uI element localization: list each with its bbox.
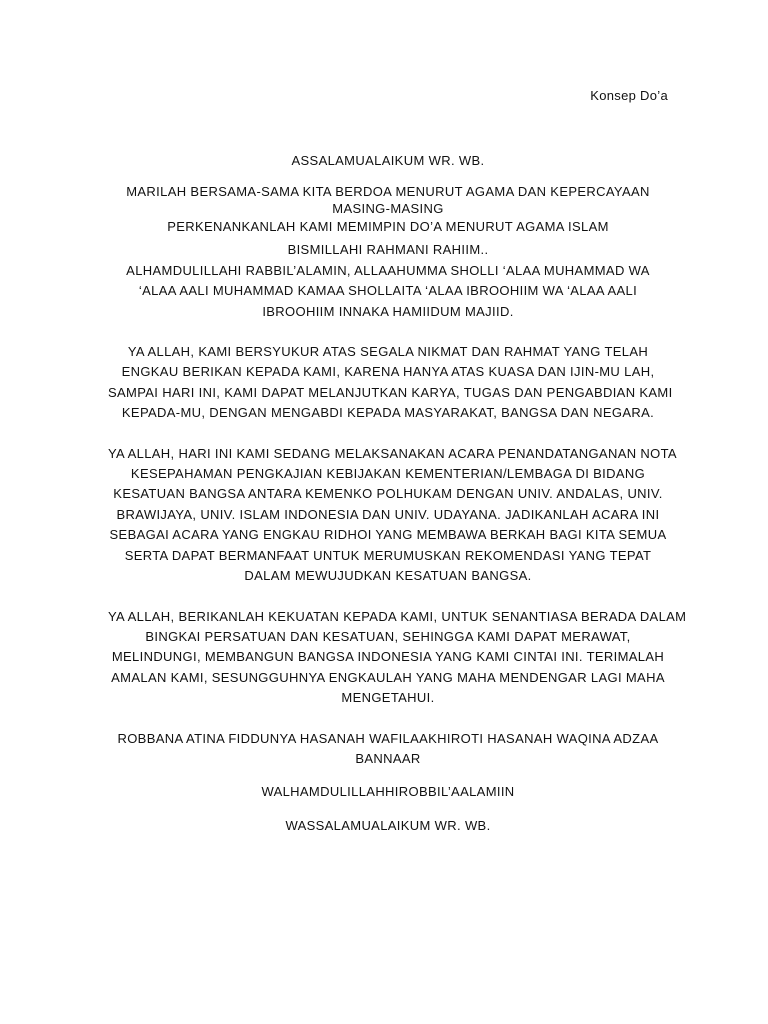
event-line: SEBAGAI ACARA YANG ENGKAU RIDHOI YANG MEMBAWA BERKAH BAGI KITA SEMUA [109, 527, 667, 543]
strength-line: MENGETAHUI. [341, 690, 435, 706]
document-body [108, 151, 687, 836]
invitation-paragraph [108, 183, 668, 236]
opening-line: ‘ALAA AALI MUHAMMAD KAMAA SHOLLAITA ‘ALAA IBROOHIIM WA ‘ALAA AALI [138, 283, 638, 299]
closing-prayer-line: ROBBANA ATINA FIDDUNYA HASANAH WAFILAAKHIROTI HASANAH WAQINA ADZAA [117, 730, 659, 746]
strength-line: MELINDUNGI, MEMBANGUN BANGSA INDONESIA YANG KAMI CINTAI INI. TERIMALAH [111, 649, 665, 665]
gratitude-line: SAMPAI HARI INI, KAMI DAPAT MELANJUTKAN KARYA, TUGAS DAN PENGABDIAN KAMI [108, 384, 673, 400]
invitation-line: MARILAH BERSAMA-SAMA KITA BERDOA MENURUT AGAMA DAN KEPERCAYAAN [126, 184, 650, 200]
document-header-note: Konsep Do’a [590, 88, 668, 103]
gratitude-line: KEPADA-MU, DENGAN MENGABDI KEPADA MASYARAKAT, BANGSA DAN NEGARA. [121, 405, 655, 421]
invitation-line: MASING-MASING [332, 201, 444, 217]
gratitude-line: YA ALLAH, KAMI BERSYUKUR ATAS SEGALA NIKMAT DAN RAHMAT YANG TELAH [127, 344, 649, 360]
strength-paragraph [108, 607, 687, 709]
closing-prayer-line: BANNAAR [355, 750, 421, 766]
invitation-line: PERKENANKANLAH KAMI MEMIMPIN DO’A MENURUT AGAMA ISLAM [167, 219, 609, 235]
opening-paragraph [108, 240, 668, 322]
strength-line: BINGKAI PERSATUAN DAN KESATUAN, SEHINGGA KAMI DAPAT MERAWAT, [145, 628, 631, 644]
opening-line: IBROOHIIM INNAKA HAMIIDUM MAJIID. [262, 303, 514, 319]
closing-prayer-paragraph [108, 729, 668, 770]
event-line: KESEPAHAMAN PENGKAJIAN KEBIJAKAN KEMENTERIAN/LEMBAGA DI BIDANG [130, 466, 646, 482]
hamdalah-line: WALHAMDULILLAHHIROBBIL’AALAMIIN [261, 784, 515, 800]
strength-line: YA ALLAH, BERIKANLAH KEKUATAN KEPADA KAMI, UNTUK SENANTIASA BERADA DALAM [108, 608, 687, 624]
greeting [108, 151, 668, 171]
greeting-line: ASSALAMUALAIKUM WR. WB. [291, 153, 485, 168]
opening-line: BISMILLAHI RAHMANI RAHIIM.. [287, 242, 489, 258]
event-paragraph [108, 444, 677, 587]
event-line: DALAM MEWUJUDKAN KESATUAN BANGSA. [244, 568, 532, 584]
hamdalah [108, 782, 668, 802]
farewell [108, 816, 668, 836]
gratitude-paragraph [108, 342, 673, 424]
event-line: BRAWIJAYA, UNIV. ISLAM INDONESIA DAN UNIV. UDAYANA. JADIKANLAH ACARA INI [116, 506, 660, 522]
strength-line: AMALAN KAMI, SESUNGGUHNYA ENGKAULAH YANG MAHA MENDENGAR LAGI MAHA [111, 669, 665, 685]
gratitude-line: ENGKAU BERIKAN KEPADA KAMI, KARENA HANYA ATAS KUASA DAN IJIN-MU LAH, [121, 364, 655, 380]
event-line: SERTA DAPAT BERMANFAAT UNTUK MERUMUSKAN REKOMENDASI YANG TEPAT [124, 547, 652, 563]
event-line: KESATUAN BANGSA ANTARA KEMENKO POLHUKAM DENGAN UNIV. ANDALAS, UNIV. [113, 486, 663, 502]
event-line: YA ALLAH, HARI INI KAMI SEDANG MELAKSANAKAN ACARA PENANDATANGANAN NOTA [108, 445, 677, 461]
farewell-line: WASSALAMUALAIKUM WR. WB. [285, 817, 491, 833]
opening-line: ALHAMDULILLAHI RABBIL’ALAMIN, ALLAAHUMMA SHOLLI ‘ALAA MUHAMMAD WA [126, 262, 650, 278]
